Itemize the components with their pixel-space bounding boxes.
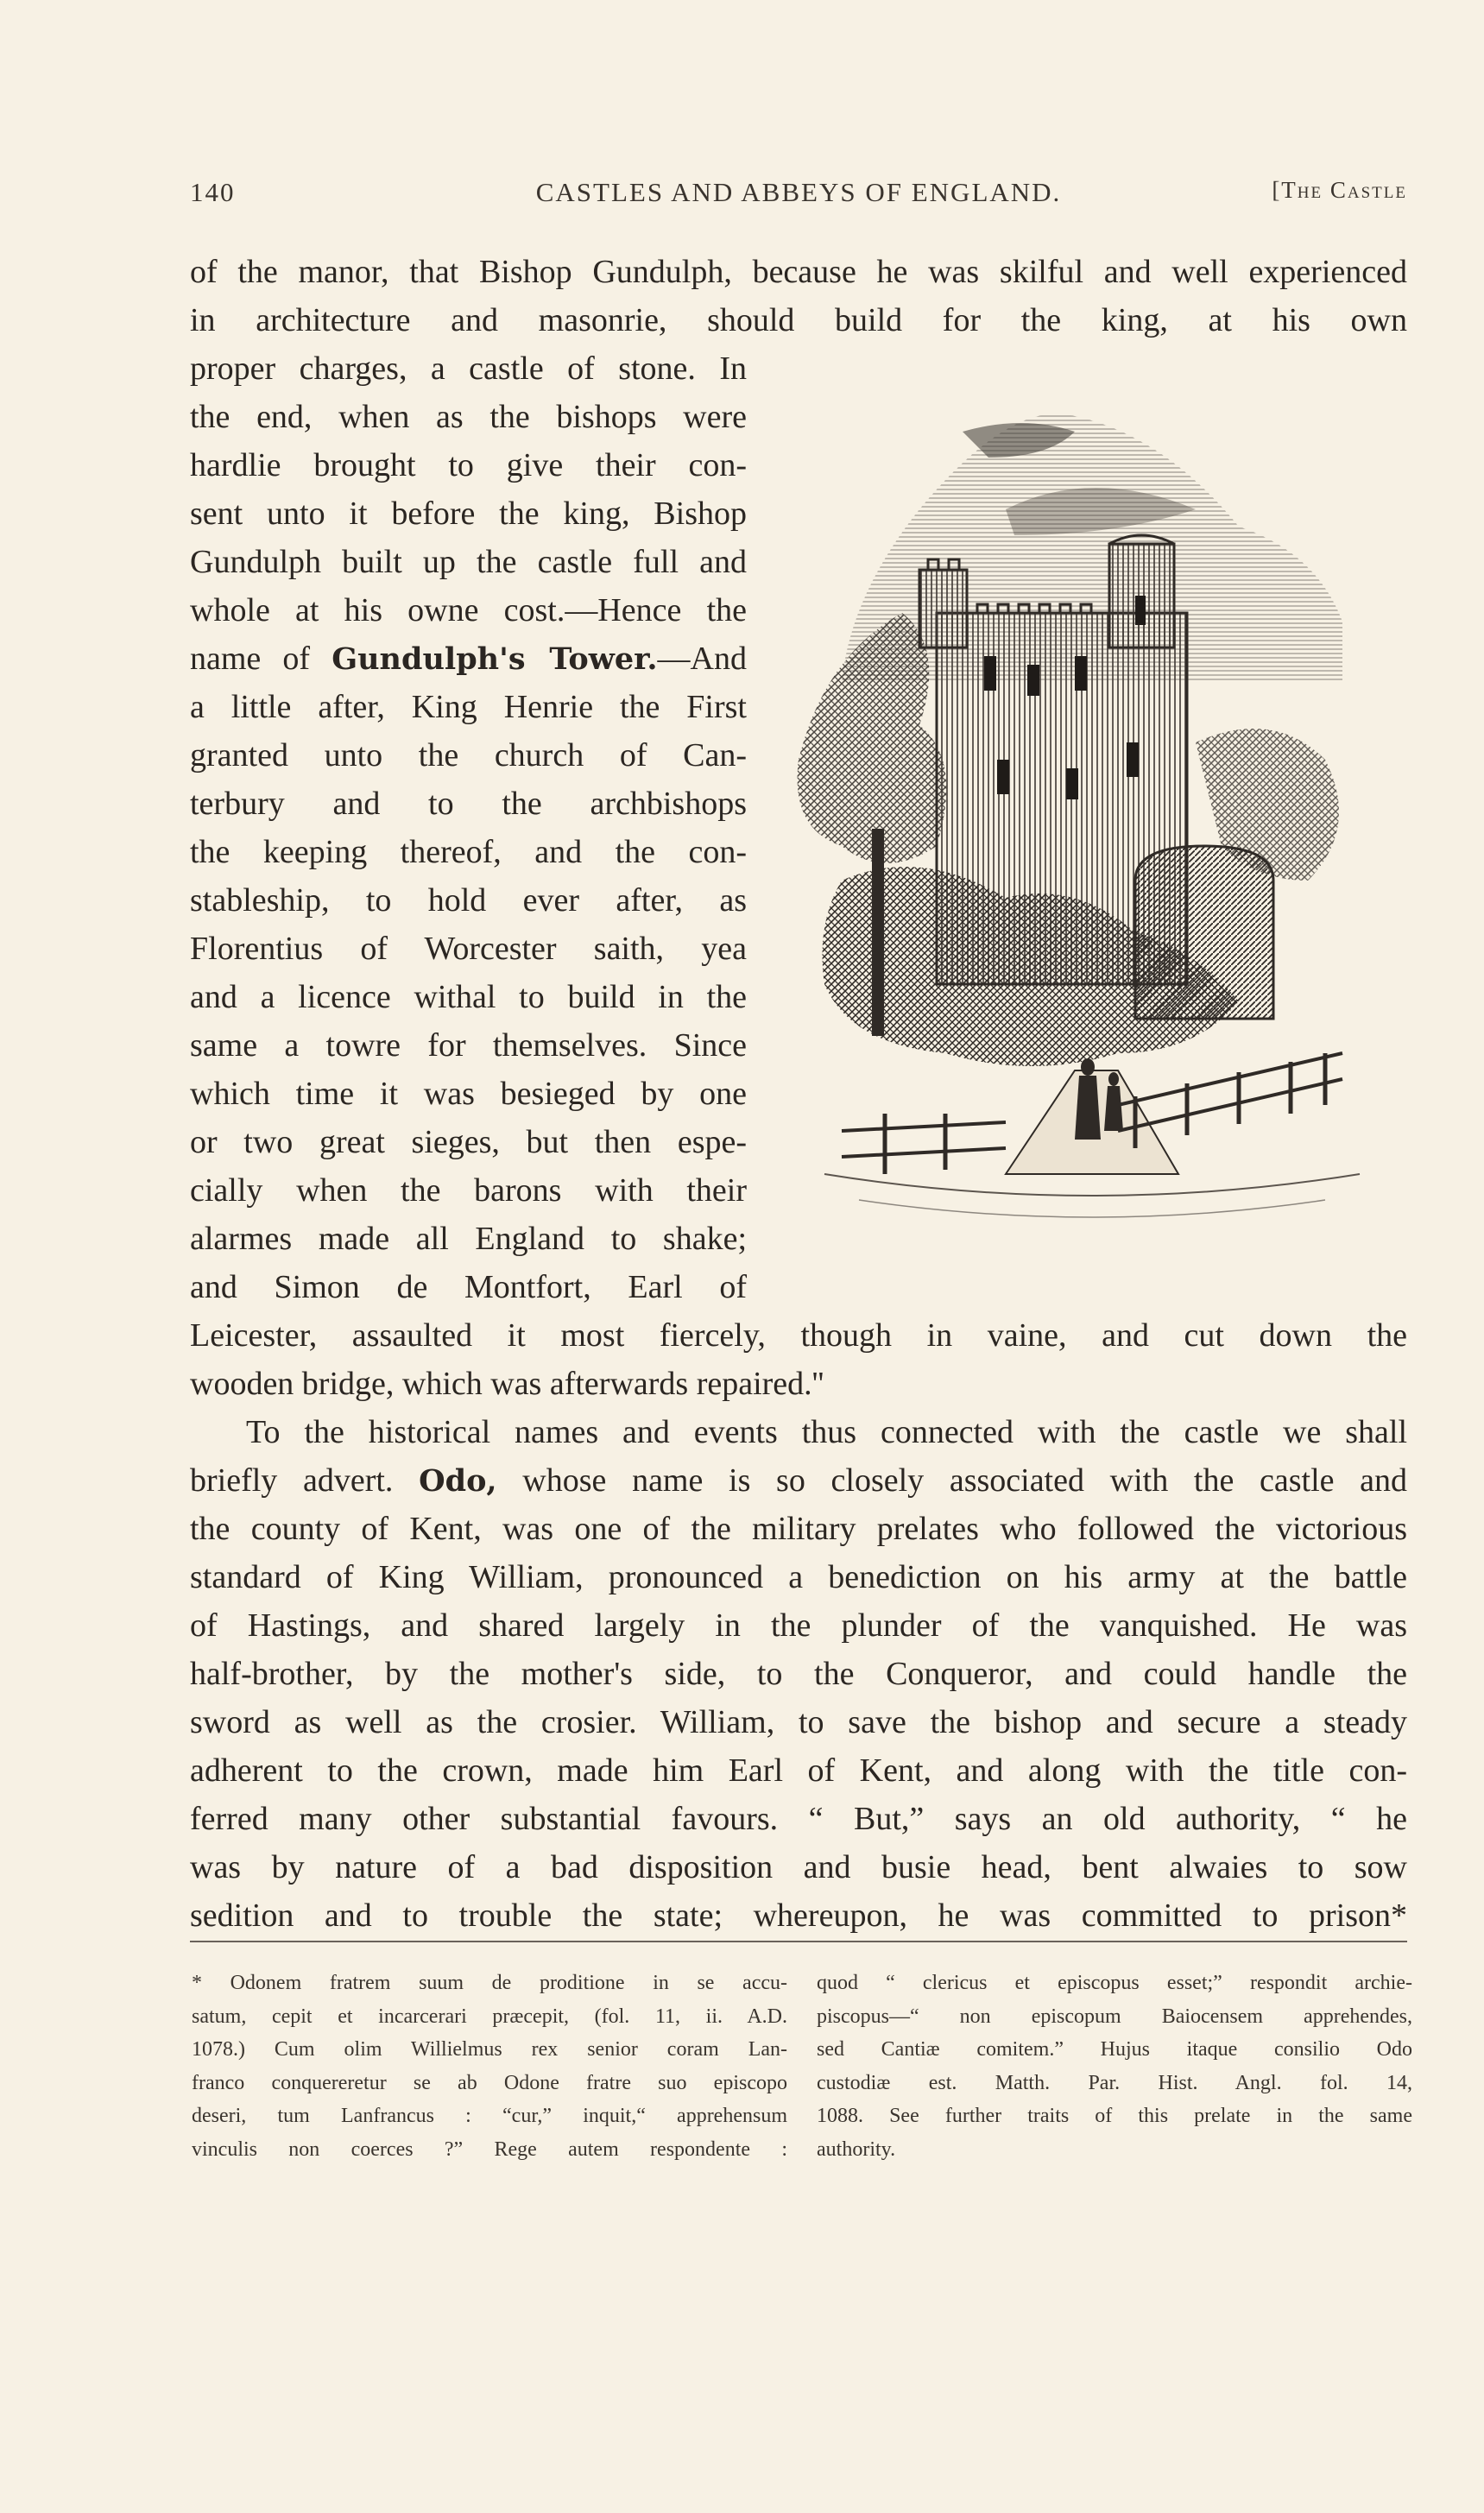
text-line: Florentius of Worcester saith, yea	[190, 931, 747, 967]
text-line: or two great sieges, but then espe-	[190, 1124, 747, 1160]
text-line: cially when the barons with their	[190, 1172, 747, 1209]
footnote-line: sed Cantiæ comitem.” Hujus itaque consilio Odo	[817, 2038, 1412, 2061]
blackletter-odo: Odo,	[419, 1463, 497, 1499]
text-line: Leicester, assaulted it most fiercely, though in vaine, and cut down the	[190, 1317, 1407, 1354]
text-line: hardlie brought to give their con-	[190, 447, 747, 483]
text-line: was by nature of a bad disposition and busie head, bent alwaies to sow	[190, 1849, 1407, 1885]
footnote-line: deseri, tum Lanfrancus : “cur,” inquit,“ apprehensum	[192, 2105, 787, 2127]
text-line: half-brother, by the mother's side, to the Conqueror, and could handle the	[190, 1656, 1407, 1692]
text-span: name of	[190, 641, 311, 677]
text-line: adherent to the crown, made him Earl of Kent, and along with the title con-	[190, 1752, 1407, 1789]
text-line: of the manor, that Bishop Gundulph, because he was skilful and well experienced	[190, 254, 1407, 290]
footnote-line: franco conquereretur se ab Odone fratre suo episcopo	[192, 2071, 787, 2094]
text-line: a little after, King Henrie the First	[190, 689, 747, 725]
text-line: proper charges, a castle of stone. In	[190, 350, 747, 387]
text-line: stableship, to hold ever after, as	[190, 882, 747, 919]
text-line: the county of Kent, was one of the military prelates who followed the victorious	[190, 1511, 1407, 1547]
text-line: terbury and to the archbishops	[190, 786, 747, 822]
text-line: and a licence withal to build in the	[190, 979, 747, 1015]
text-line: standard of King William, pronounced a benediction on his army at the battle	[190, 1559, 1407, 1595]
text-line: same a towre for themselves. Since	[190, 1027, 747, 1064]
footnote-line: 1078.) Cum olim Willielmus rex senior coram Lan-	[192, 2038, 787, 2061]
text-line: sedition and to trouble the state; whereupon, he was committed to prison*	[190, 1897, 1407, 1934]
footnote-line: custodiæ est. Matth. Par. Hist. Angl. fol. 14,	[817, 2071, 1412, 2094]
text-line: wooden bridge, which was afterwards repaired.''	[190, 1366, 824, 1402]
running-head	[190, 177, 1407, 220]
text-line: sword as well as the crosier. William, to save the bishop and secure a steady	[190, 1704, 1407, 1740]
footnote-line: quod “ clericus et episcopus esset;” respondit archie-	[817, 1972, 1412, 1994]
text-line: Gundulph built up the castle full and	[190, 544, 747, 580]
text-line: the keeping thereof, and the con-	[190, 834, 747, 870]
text-line: whole at his owne cost.—Hence the	[190, 592, 747, 628]
footnote-line: authority.	[817, 2137, 896, 2161]
footnote-line: satum, cepit et incarcerari præcepit, (fol. 11, ii. A.D.	[192, 2005, 787, 2028]
text-line: which time it was besieged by one	[190, 1076, 747, 1112]
text-line-indent: To the historical names and events thus connected with the castle we shall	[246, 1414, 1407, 1450]
footnote-line: piscopus—“ non episcopum Baiocensem apprehendes,	[817, 2005, 1412, 2028]
footnote-column-1	[192, 1967, 787, 2166]
footnote-line: * Odonem fratrem suum de proditione in se accu-	[192, 1972, 787, 1994]
text-line: in architecture and masonrie, should build for the king, at his own	[190, 302, 1407, 338]
text-line-gundulph	[190, 635, 747, 684]
text-line-odo	[190, 1456, 1407, 1506]
text-line: and Simon de Montfort, Earl of	[190, 1269, 747, 1305]
text-line: ferred many other substantial favours. “ But,” says an old authority, “ he	[190, 1801, 1407, 1837]
page-number: 140	[190, 177, 236, 207]
castle-engraving	[790, 397, 1386, 1260]
text-span: briefly advert.	[190, 1462, 394, 1499]
footnote-rule	[190, 1941, 1407, 1942]
castle-engraving-icon	[790, 397, 1386, 1260]
text-span: —And	[657, 641, 747, 677]
text-span: whose name is so closely associated with the castle and	[522, 1462, 1408, 1499]
text-line: of Hastings, and shared largely in the plunder of the vanquished. He was	[190, 1607, 1407, 1644]
footnote-line: vinculis non coerces ?” Rege autem respondente :	[192, 2137, 787, 2161]
text-line: alarmes made all England to shake;	[190, 1221, 747, 1257]
text-line: sent unto it before the king, Bishop	[190, 496, 747, 532]
section-title: [The Castle	[1272, 177, 1407, 203]
footnote-column-2	[817, 1967, 1412, 2166]
text-line: granted unto the church of Can-	[190, 737, 747, 773]
blackletter-gundulphs-tower: Gundulph's Tower.	[332, 641, 658, 677]
running-title: CASTLES AND ABBEYS OF ENGLAND.	[535, 177, 1062, 207]
footnote-line: 1088. See further traits of this prelate in the same	[817, 2105, 1412, 2127]
text-line: the end, when as the bishops were	[190, 399, 747, 435]
